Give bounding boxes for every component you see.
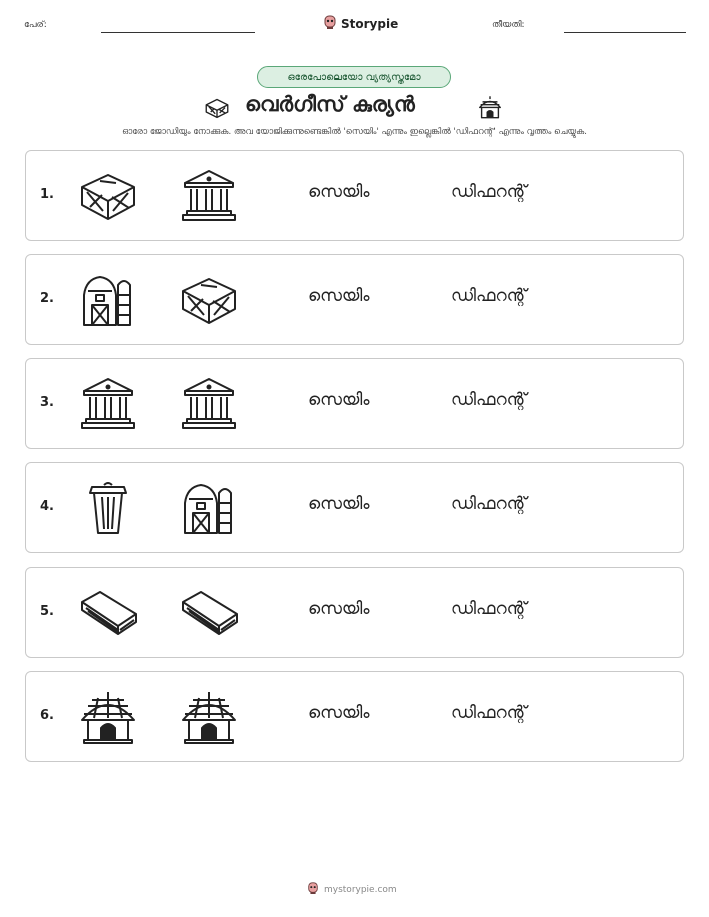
question-number: 2.: [40, 291, 54, 306]
barn-silo-icon: [179, 479, 239, 537]
question-number: 1.: [40, 187, 54, 202]
brand-name: Storypie: [341, 17, 399, 31]
milk-packet-icon: [78, 167, 138, 225]
different-option[interactable]: ഡിഫറന്റ്: [451, 286, 527, 306]
same-option[interactable]: സെയിം: [308, 182, 370, 202]
book-icon: [179, 584, 239, 642]
milk-packet-icon: [201, 95, 233, 121]
same-option[interactable]: സെയിം: [308, 494, 370, 514]
instructions: ഓരോ ജോഡിയും നോക്കുക. അവ യോജിക്കുന്നുണ്ടെങ്കിൽ 'സെയിം' എന്നും ഇല്ലെങ്കിൽ 'ഡിഫറന്റ്' എന്നും വൃത്തം ചെയ്യുക.: [122, 127, 587, 137]
different-option[interactable]: ഡിഫറന്റ്: [451, 703, 527, 723]
hut-icon: [476, 93, 504, 121]
question-card: [25, 254, 684, 345]
question-card: [25, 567, 684, 658]
question-card: [25, 150, 684, 241]
different-option[interactable]: ഡിഫറന്റ്: [451, 390, 527, 410]
different-option[interactable]: ഡിഫറന്റ്: [451, 599, 527, 619]
name-line[interactable]: [101, 32, 255, 33]
question-number: 6.: [40, 708, 54, 723]
title-row: [0, 90, 709, 124]
temple-building-icon: [179, 375, 239, 433]
same-option[interactable]: സെയിം: [308, 390, 370, 410]
same-option[interactable]: സെയിം: [308, 599, 370, 619]
date-label: തീയതി:: [492, 20, 525, 30]
storypie-mascot-icon: [323, 14, 337, 34]
question-number: 4.: [40, 499, 54, 514]
milk-packet-icon: [179, 271, 239, 329]
question-number: 5.: [40, 604, 54, 619]
different-option[interactable]: ഡിഫറന്റ്: [451, 182, 527, 202]
question-card: [25, 671, 684, 762]
name-label: പേര്:: [24, 20, 47, 30]
question-card: [25, 358, 684, 449]
worksheet-header: [0, 14, 709, 38]
temple-building-icon: [78, 375, 138, 433]
book-icon: [78, 584, 138, 642]
page-title: വെർഗീസ് കുര്യൻ: [245, 92, 415, 116]
barn-silo-icon: [78, 271, 138, 329]
same-option[interactable]: സെയിം: [308, 703, 370, 723]
temple-building-icon: [179, 167, 239, 225]
brand-logo: [323, 14, 398, 34]
worksheet-type-badge: ഒരേപോലെയോ വ്യത്യസ്തമോ: [257, 66, 451, 88]
same-option[interactable]: സെയിം: [308, 286, 370, 306]
hut-icon: [179, 688, 239, 746]
footer: [307, 880, 397, 899]
storypie-mascot-icon: [307, 880, 319, 899]
question-number: 3.: [40, 395, 54, 410]
different-option[interactable]: ഡിഫറന്റ്: [451, 494, 527, 514]
hut-icon: [78, 688, 138, 746]
question-card: [25, 462, 684, 553]
date-line[interactable]: [564, 32, 686, 33]
trash-can-icon: [78, 479, 138, 537]
footer-url[interactable]: mystorypie.com: [324, 884, 397, 895]
